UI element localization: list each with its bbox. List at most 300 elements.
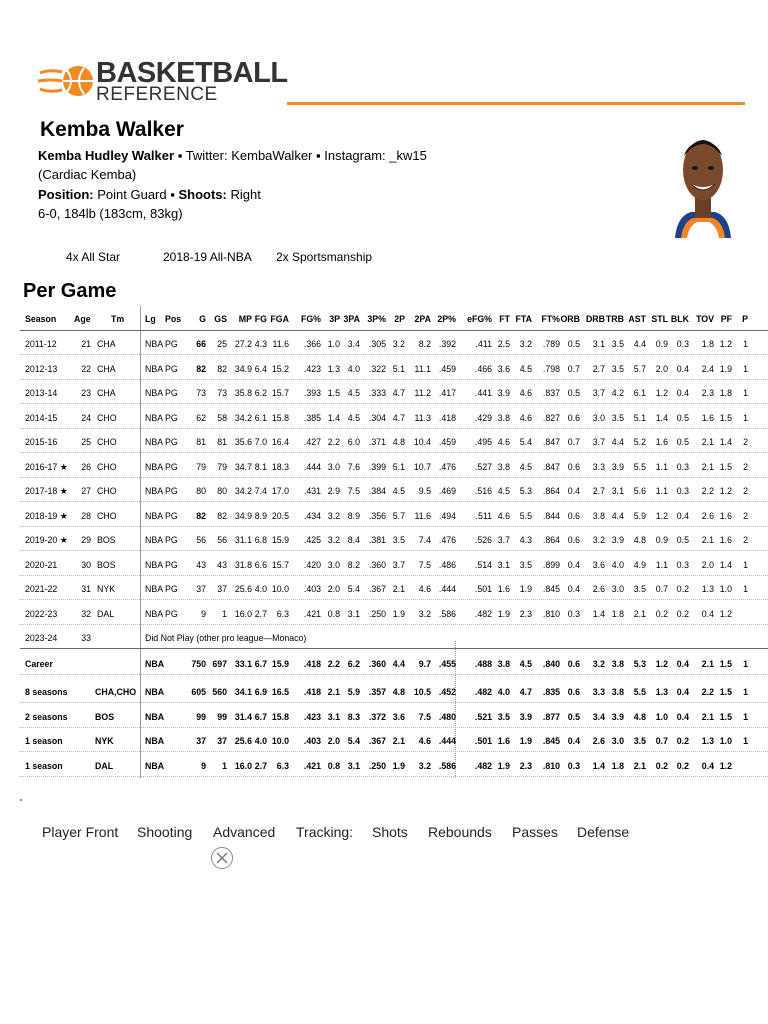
table-cell: .476: [438, 535, 456, 545]
team-link[interactable]: DAL: [95, 760, 114, 771]
table-cell: 82: [196, 510, 206, 521]
summary-cell: 15.8: [271, 711, 289, 722]
column-header-efg-[interactable]: eFG%: [467, 314, 492, 324]
table-cell: .469: [438, 486, 456, 496]
table-cell: .417: [438, 388, 456, 398]
table-cell: 4.5: [347, 388, 360, 398]
table-cell: 31.1: [234, 535, 252, 545]
table-cell[interactable]: NBA: [145, 412, 164, 423]
table-cell: 56: [217, 535, 227, 545]
close-button[interactable]: [211, 847, 233, 869]
summary-cell: 4.0: [497, 687, 510, 697]
basketball-logo-icon: [38, 59, 96, 103]
table-cell: 33: [81, 633, 91, 643]
team-link[interactable]: CHA: [97, 339, 116, 349]
summary-cell: 5.9: [347, 687, 360, 697]
summary-cell: 4.0: [254, 736, 267, 746]
season-link[interactable]: 2011-12: [25, 339, 57, 349]
summary-cell: 10.0: [271, 736, 289, 746]
table-cell: 3.5: [633, 584, 646, 594]
table-cell: 32: [81, 608, 91, 619]
season-link[interactable]: 2018-19 ★: [25, 510, 68, 521]
column-header-tm[interactable]: Tm: [111, 314, 125, 324]
table-cell: 23: [81, 388, 91, 398]
table-cell: .789: [542, 339, 560, 349]
table-cell: 5.3: [519, 486, 532, 496]
summary-cell: 4.8: [392, 687, 405, 697]
table-cell: .459: [438, 363, 456, 374]
summary-cell: .488: [474, 658, 492, 669]
table-cell[interactable]: NBA: [145, 510, 164, 521]
player-photo-icon: [669, 130, 737, 238]
table-cell: 2.6: [592, 584, 605, 594]
table-cell: 3.6: [592, 559, 605, 570]
column-header-season[interactable]: Season: [25, 314, 57, 324]
table-cell: 31.8: [234, 559, 252, 570]
table-cell: .366: [303, 339, 321, 349]
column-header-blk[interactable]: BLK: [670, 314, 689, 324]
summary-cell: .444: [438, 736, 456, 746]
table-cell: 4.7: [392, 412, 405, 423]
table-cell: 3.2: [327, 510, 340, 521]
summary-cell: 0.6: [567, 658, 580, 669]
summary-cell: .840: [542, 658, 560, 669]
table-cell[interactable]: NBA: [145, 461, 164, 472]
table-cell[interactable]: NBA: [145, 486, 164, 496]
table-cell: 6.1: [254, 412, 267, 423]
table-cell: 1.4: [719, 437, 732, 447]
table-cell: .586: [438, 608, 456, 619]
table-cell: 2.2: [701, 486, 714, 496]
table-cell: 1.2: [655, 510, 668, 521]
table-row-divider: [20, 477, 768, 478]
column-header-g[interactable]: G: [199, 314, 206, 324]
table-cell: 2.9: [327, 486, 340, 496]
team-link[interactable]: BOS: [97, 559, 116, 570]
table-cell: 82: [217, 363, 227, 374]
table-cell: 43: [217, 559, 227, 570]
table-cell: 8.9: [254, 510, 267, 521]
table-cell: 15.8: [271, 412, 289, 423]
summary-cell: 3.8: [611, 687, 624, 697]
summary-cell[interactable]: NBA: [145, 687, 165, 697]
column-header-lg[interactable]: Lg: [145, 314, 156, 324]
table-cell: 1.3: [327, 363, 340, 374]
player-nickname: (Cardiac Kemba): [38, 167, 137, 182]
table-cell: 80: [196, 486, 206, 496]
table-cell: .845: [542, 584, 560, 594]
table-cell: 0.4: [676, 510, 689, 521]
table-cell: 4.0: [611, 559, 624, 570]
column-header-trb[interactable]: TRB: [605, 314, 624, 324]
table-cell: 8.9: [347, 510, 360, 521]
nav-passes[interactable]: Passes: [512, 824, 558, 840]
table-cell: 56: [196, 535, 206, 545]
table-column-divider: [140, 306, 141, 778]
table-cell: 82: [196, 363, 206, 374]
table-cell: 1: [743, 363, 748, 374]
summary-cell: 8.3: [347, 711, 360, 722]
table-row-divider: [20, 526, 768, 527]
table-cell: .411: [475, 339, 492, 349]
table-cell: .421: [303, 608, 321, 619]
table-cell: 4.3: [519, 535, 532, 545]
table-cell[interactable]: NBA: [145, 363, 164, 374]
summary-cell: 2.1: [701, 658, 714, 669]
separator: ▪: [177, 148, 186, 163]
summary-cell[interactable]: NBA: [145, 760, 165, 771]
table-cell: 3.5: [519, 559, 532, 570]
table-cell: 0.4: [676, 363, 689, 374]
summary-cell: 1.0: [719, 736, 732, 746]
table-cell: .516: [474, 486, 492, 496]
table-cell: 5.4: [347, 584, 360, 594]
column-header-fg[interactable]: FG: [254, 314, 267, 324]
table-cell: 4.6: [418, 584, 431, 594]
team-link[interactable]: BOS: [97, 535, 116, 545]
table-cell: 3.2: [392, 339, 405, 349]
column-header-fta[interactable]: FTA: [515, 314, 532, 324]
table-cell: 81: [217, 437, 227, 447]
column-header-3p[interactable]: 3P: [329, 314, 340, 324]
table-cell: 2.1: [701, 535, 714, 545]
table-cell: 0.7: [567, 363, 580, 374]
table-cell: PG: [165, 437, 178, 447]
summary-cell: .482: [474, 760, 492, 771]
table-cell: 4.5: [519, 461, 532, 472]
table-cell: 5.4: [519, 437, 532, 447]
column-header-stl[interactable]: STL: [651, 314, 668, 324]
award-all-star[interactable]: 4x All Star: [66, 250, 121, 264]
nav-rebounds[interactable]: Rebounds: [428, 824, 492, 840]
summary-cell: 25.6: [234, 736, 252, 746]
summary-cell: 0.7: [655, 736, 668, 746]
summary-cell: 0.2: [655, 760, 668, 771]
team-link[interactable]: CHA: [97, 363, 116, 374]
table-row-divider: [20, 599, 768, 600]
table-cell: 0.2: [676, 608, 689, 619]
summary-cell: 3.6: [392, 711, 405, 722]
table-cell: .403: [303, 584, 321, 594]
table-cell: 7.0: [254, 437, 267, 447]
table-cell: .486: [438, 559, 456, 570]
table-cell: 2.2: [327, 437, 340, 447]
column-header-p[interactable]: P: [742, 314, 748, 324]
team-link[interactable]: CHA,CHO: [95, 687, 137, 697]
table-cell: 11.3: [414, 412, 431, 423]
column-header-orb[interactable]: ORB: [560, 314, 580, 324]
table-cell: 1.9: [497, 608, 510, 619]
shoots-value: Right: [230, 187, 261, 202]
table-cell: 4.0: [254, 584, 267, 594]
table-cell: 3.2: [592, 535, 605, 545]
season-link[interactable]: 2019-20 ★: [25, 535, 68, 545]
nav-defense[interactable]: Defense: [577, 824, 630, 840]
table-cell: 34.2: [234, 412, 252, 423]
column-header-fga[interactable]: FGA: [270, 314, 289, 324]
table-cell: 3.2: [418, 608, 431, 619]
team-link[interactable]: DAL: [97, 608, 115, 619]
table-cell: .459: [438, 437, 456, 447]
column-header-3pa[interactable]: 3PA: [343, 314, 360, 324]
table-cell: 2: [743, 535, 748, 545]
summary-cell: 0.8: [327, 760, 340, 771]
table-cell: 34.2: [234, 486, 252, 496]
table-cell: 28: [81, 510, 91, 521]
award-all-nba[interactable]: 2018-19 All-NBA: [163, 250, 252, 264]
nav-advanced[interactable]: Advanced: [213, 824, 276, 840]
column-header-2p[interactable]: 2P: [394, 314, 405, 324]
table-row-divider: [20, 674, 768, 675]
summary-cell: 2.1: [327, 687, 340, 697]
table-cell: .864: [542, 486, 560, 496]
summary-row-label: 1 season: [25, 760, 63, 771]
logo-text-reference: REFERENCE: [96, 84, 218, 105]
team-link[interactable]: CHO: [97, 412, 117, 423]
table-cell: 16.0: [234, 608, 252, 619]
column-header-3p-[interactable]: 3P%: [367, 314, 386, 324]
table-cell: 0.4: [567, 559, 580, 570]
separator: ▪: [170, 187, 179, 202]
position-value: Point Guard: [97, 187, 167, 202]
summary-cell: 16.5: [271, 687, 289, 697]
summary-cell: 2.3: [519, 760, 532, 771]
table-cell: 1.5: [327, 388, 340, 398]
team-link[interactable]: BOS: [95, 711, 115, 722]
table-cell: 2.3: [701, 388, 714, 398]
season-link[interactable]: 2012-13: [25, 363, 58, 374]
table-cell: 6.1: [633, 388, 646, 398]
summary-cell: 99: [217, 711, 227, 722]
season-link[interactable]: 2015-16: [25, 437, 58, 447]
table-cell: 0.5: [676, 535, 689, 545]
instagram-label: Instagram:: [324, 148, 386, 163]
summary-cell: 750: [191, 658, 206, 669]
table-cell: 1.1: [655, 559, 668, 570]
team-link[interactable]: CHO: [97, 510, 117, 521]
table-cell: .810: [542, 608, 560, 619]
table-cell: 1.9: [392, 608, 405, 619]
table-cell: .385: [303, 412, 321, 423]
table-cell: 0.7: [655, 584, 668, 594]
table-cell: 6.8: [254, 535, 267, 545]
column-header-gs[interactable]: GS: [214, 314, 227, 324]
season-link[interactable]: 2016-17 ★: [25, 461, 68, 472]
column-header-drb[interactable]: DRB: [585, 314, 605, 324]
table-cell: 35.6: [234, 437, 252, 447]
table-cell: PG: [165, 559, 178, 570]
summary-cell: .357: [368, 687, 386, 697]
summary-cell[interactable]: NBA: [145, 658, 165, 669]
table-cell: 18.3: [271, 461, 289, 472]
table-cell: 6.4: [254, 363, 267, 374]
table-cell[interactable]: NBA: [145, 608, 164, 619]
table-cell: .434: [303, 510, 321, 521]
summary-cell: .421: [303, 760, 321, 771]
table-cell[interactable]: NBA: [145, 388, 164, 398]
nav-shooting[interactable]: Shooting: [137, 824, 193, 840]
season-link[interactable]: 2023-24: [25, 633, 58, 643]
nav-shots[interactable]: Shots: [372, 824, 408, 840]
table-cell: 0.6: [567, 461, 580, 472]
table-cell[interactable]: NBA: [145, 339, 164, 349]
summary-cell: 2.0: [327, 736, 340, 746]
table-cell: 1.8: [719, 388, 732, 398]
table-cell: 73: [217, 388, 227, 398]
column-header-2pa[interactable]: 2PA: [414, 314, 431, 324]
table-cell: 3.7: [592, 388, 605, 398]
column-header-age[interactable]: Age: [74, 314, 91, 324]
table-cell: 43: [196, 559, 206, 570]
table-cell: 2.1: [392, 584, 405, 594]
table-cell: .425: [303, 535, 321, 545]
table-cell: 2.1: [701, 461, 714, 472]
table-cell: 3.5: [392, 535, 405, 545]
position-label: Position:: [38, 187, 94, 202]
table-row-divider: [20, 452, 768, 453]
summary-cell[interactable]: NBA: [145, 736, 165, 746]
team-link[interactable]: CHO: [97, 437, 117, 447]
table-cell: 21: [81, 339, 91, 349]
nav-tracking: Tracking:: [296, 824, 354, 840]
instagram-handle-link[interactable]: _kw15: [389, 148, 427, 163]
season-link[interactable]: 2021-22: [25, 584, 58, 594]
summary-cell: .372: [368, 711, 386, 722]
table-cell: PG: [165, 510, 178, 521]
column-header-ft-[interactable]: FT%: [541, 314, 560, 324]
table-row-divider: [20, 727, 768, 728]
table-cell: 2.7: [254, 608, 267, 619]
table-cell: 7.5: [418, 559, 431, 570]
table-cell: .482: [474, 608, 492, 619]
summary-cell: 9.7: [418, 658, 431, 669]
team-link[interactable]: CHO: [97, 461, 117, 472]
summary-cell: .521: [474, 711, 492, 722]
table-cell: 2.1: [701, 437, 714, 447]
column-header-mp[interactable]: MP: [238, 314, 252, 324]
table-cell: .864: [542, 535, 560, 545]
column-header-ast[interactable]: AST: [628, 314, 646, 324]
table-cell[interactable]: NBA: [145, 535, 164, 545]
logo-text-basketball: BASKETBALL: [96, 57, 288, 89]
summary-cell: 0.4: [567, 736, 580, 746]
player-identity-line: [38, 148, 427, 163]
team-link[interactable]: CHA: [97, 388, 116, 398]
summary-cell: 1.9: [497, 760, 510, 771]
table-cell: .322: [368, 363, 386, 374]
season-link[interactable]: 2017-18 ★: [25, 486, 68, 496]
team-link[interactable]: NYK: [95, 736, 114, 746]
per-game-stats-table: [20, 306, 768, 778]
table-cell: 3.8: [497, 461, 510, 472]
table-row-divider: [20, 379, 768, 380]
summary-cell: .250: [368, 760, 386, 771]
column-header-2p-[interactable]: 2P%: [437, 314, 456, 324]
table-cell: 3.1: [611, 486, 624, 496]
summary-cell[interactable]: NBA: [145, 711, 165, 722]
table-cell: PG: [165, 608, 178, 619]
table-cell: 1.2: [719, 339, 732, 349]
divider-dot: [20, 799, 22, 801]
twitter-handle-link[interactable]: KembaWalker: [231, 148, 313, 163]
separator: ▪: [316, 148, 325, 163]
team-link[interactable]: CHO: [97, 486, 117, 496]
column-header-pf[interactable]: PF: [720, 314, 732, 324]
table-cell: .837: [542, 388, 560, 398]
table-cell: 15.7: [271, 388, 289, 398]
summary-cell: 34.1: [234, 687, 252, 697]
table-cell[interactable]: NBA: [145, 559, 164, 570]
table-cell: .392: [438, 339, 456, 349]
table-cell: 7.4: [254, 486, 267, 496]
player-name-heading: Kemba Walker: [40, 118, 184, 141]
table-cell: 0.5: [567, 388, 580, 398]
summary-cell: 1.5: [719, 687, 732, 697]
summary-cell: .877: [542, 711, 560, 722]
table-cell: 6.6: [254, 559, 267, 570]
summary-cell: 1.3: [701, 736, 714, 746]
nav-player-front[interactable]: Player Front: [42, 824, 119, 840]
season-link[interactable]: 2022-23: [25, 608, 58, 619]
table-cell: 3.5: [611, 339, 624, 349]
table-cell: 0.5: [676, 412, 689, 423]
season-link[interactable]: 2013-14: [25, 388, 58, 398]
table-cell: .444: [438, 584, 456, 594]
summary-cell: 16.0: [234, 760, 252, 771]
table-cell: 1.3: [701, 584, 714, 594]
summary-cell: 1.9: [392, 760, 405, 771]
summary-row-label: 8 seasons: [25, 687, 68, 697]
table-cell: 1.4: [719, 559, 732, 570]
summary-cell: .423: [303, 711, 321, 722]
award-sportsmanship[interactable]: 2x Sportsmanship: [276, 250, 373, 264]
summary-cell: 0.3: [567, 760, 580, 771]
summary-cell: 0.4: [676, 711, 689, 722]
table-cell: 5.2: [633, 437, 646, 447]
summary-cell: 7.5: [418, 711, 431, 722]
table-cell: 7.5: [347, 486, 360, 496]
summary-cell: 1: [222, 760, 227, 771]
table-cell: 17.0: [271, 486, 289, 496]
table-cell: 4.5: [347, 412, 360, 423]
summary-cell: 605: [191, 687, 206, 697]
column-header-pos[interactable]: Pos: [165, 314, 182, 324]
column-header-ft[interactable]: FT: [499, 314, 510, 324]
table-cell: 27.2: [234, 339, 252, 349]
table-cell: .427: [303, 437, 321, 447]
table-row-divider: [20, 354, 768, 355]
team-link[interactable]: NYK: [97, 584, 116, 594]
column-header-fg-[interactable]: FG%: [300, 314, 321, 324]
season-link[interactable]: 2014-15: [25, 412, 58, 423]
season-link[interactable]: 2020-21: [25, 559, 58, 570]
player-size: 6-0, 184lb (183cm, 83kg): [38, 206, 183, 221]
table-cell: 4.4: [633, 339, 646, 349]
column-header-tov[interactable]: TOV: [696, 314, 714, 324]
table-cell[interactable]: NBA: [145, 437, 164, 447]
table-cell: 1.6: [701, 412, 714, 423]
site-logo[interactable]: [38, 57, 288, 105]
table-cell[interactable]: NBA: [145, 584, 164, 594]
table-row-divider: [20, 702, 768, 703]
table-cell: 3.0: [327, 461, 340, 472]
table-cell: .466: [474, 363, 492, 374]
summary-cell: 6.7: [254, 711, 267, 722]
table-cell: 3.0: [611, 584, 624, 594]
table-cell: 5.1: [392, 461, 405, 472]
table-cell: .423: [303, 363, 321, 374]
summary-cell: 3.3: [592, 687, 605, 697]
